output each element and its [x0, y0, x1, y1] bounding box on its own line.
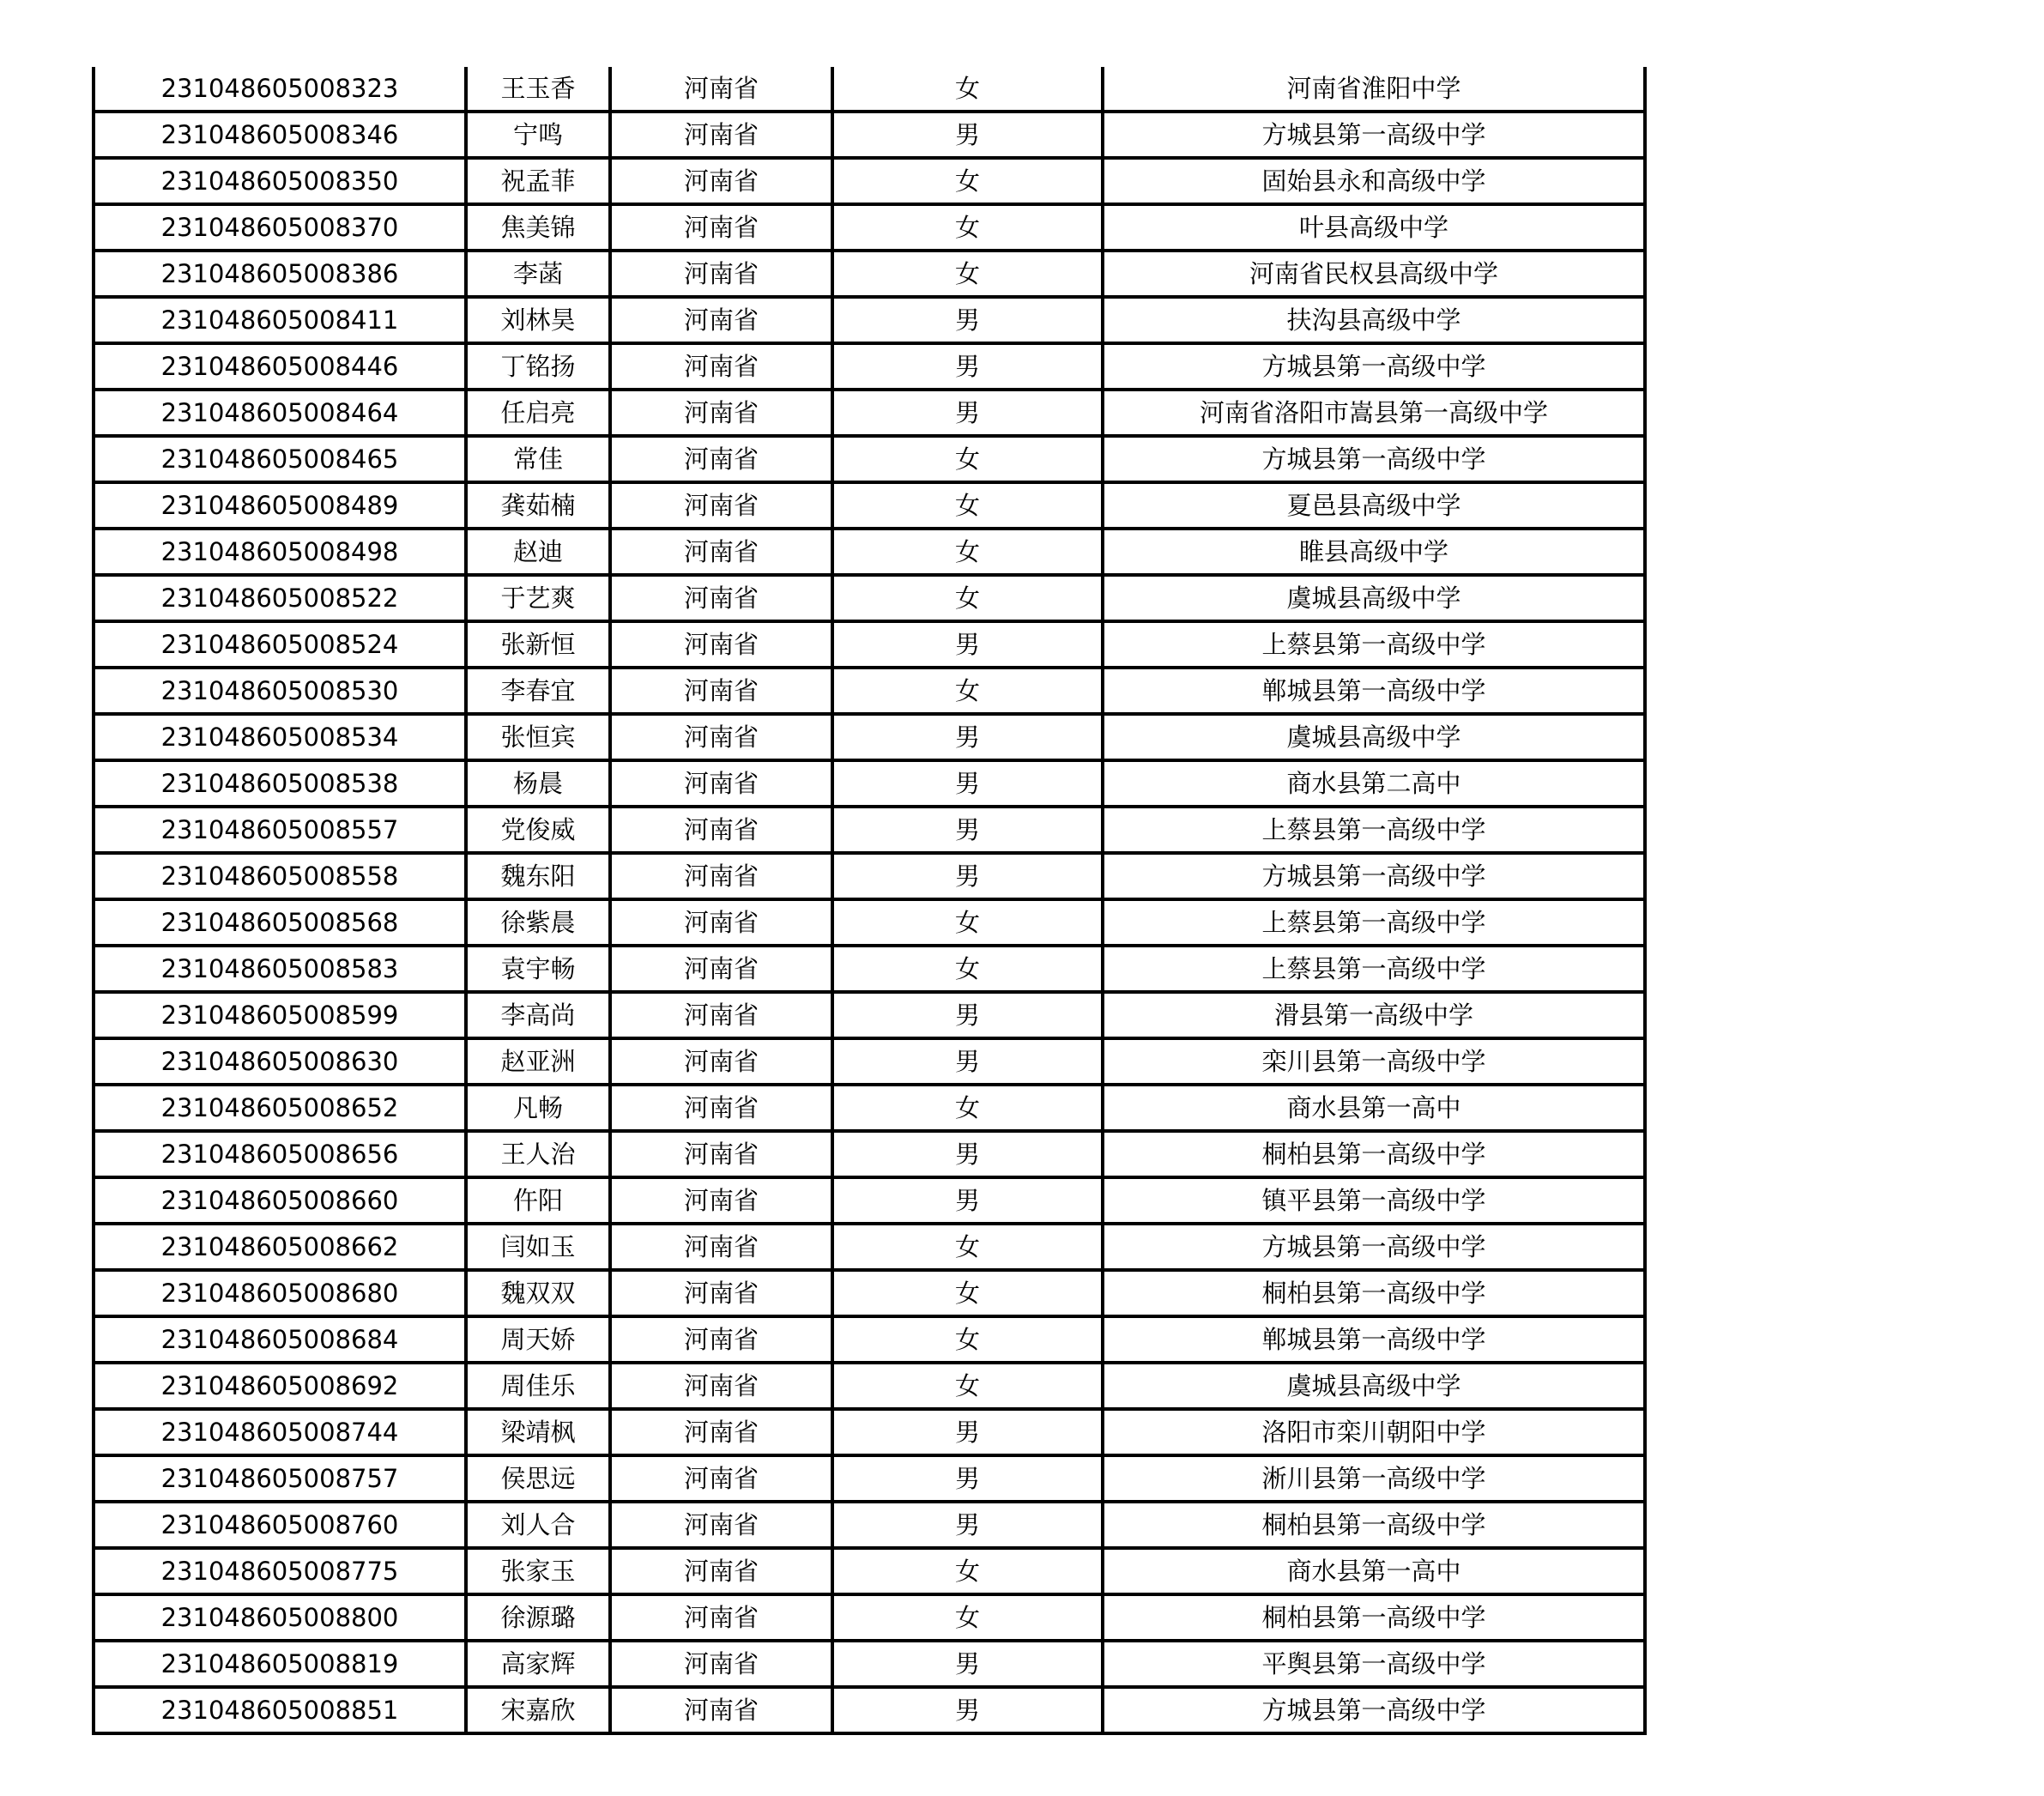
- province-cell: 河南省: [610, 112, 832, 158]
- exam-id-cell: 231048605008760: [94, 1502, 466, 1548]
- province-cell: 河南省: [610, 575, 832, 621]
- exam-id-cell: 231048605008446: [94, 343, 466, 390]
- school-cell: 睢县高级中学: [1103, 529, 1645, 575]
- student-name-cell: 袁宇畅: [466, 946, 610, 992]
- table-row: [94, 899, 1645, 946]
- school-cell: 滑县第一高级中学: [1103, 992, 1645, 1038]
- table-row: [94, 390, 1645, 436]
- student-name-cell: 仵阳: [466, 1177, 610, 1224]
- gender-cell: 男: [832, 1455, 1103, 1502]
- table-row: [94, 1131, 1645, 1177]
- gender-cell: 女: [832, 529, 1103, 575]
- exam-id-cell: 231048605008851: [94, 1687, 466, 1733]
- table-row: [94, 158, 1645, 204]
- school-cell: 虞城县高级中学: [1103, 1363, 1645, 1409]
- school-cell: 上蔡县第一高级中学: [1103, 621, 1645, 668]
- exam-id-cell: 231048605008558: [94, 853, 466, 899]
- gender-cell: 男: [832, 1177, 1103, 1224]
- school-cell: 夏邑县高级中学: [1103, 482, 1645, 529]
- school-cell: 商水县第一高中: [1103, 1548, 1645, 1594]
- student-name-cell: 焦美锦: [466, 204, 610, 251]
- gender-cell: 女: [832, 1085, 1103, 1131]
- student-name-cell: 李菡: [466, 251, 610, 297]
- school-cell: 扶沟县高级中学: [1103, 297, 1645, 343]
- gender-cell: 女: [832, 668, 1103, 714]
- school-cell: 郸城县第一高级中学: [1103, 1316, 1645, 1363]
- table-row: [94, 1548, 1645, 1594]
- student-roster-table: [92, 67, 1647, 1735]
- table-row: [94, 1455, 1645, 1502]
- gender-cell: 男: [832, 853, 1103, 899]
- table-row: [94, 621, 1645, 668]
- province-cell: 河南省: [610, 297, 832, 343]
- exam-id-cell: 231048605008538: [94, 760, 466, 807]
- table-row: [94, 67, 1645, 112]
- school-cell: 洛阳市栾川朝阳中学: [1103, 1409, 1645, 1455]
- province-cell: 河南省: [610, 343, 832, 390]
- table-row: [94, 1038, 1645, 1085]
- exam-id-cell: 231048605008411: [94, 297, 466, 343]
- gender-cell: 女: [832, 436, 1103, 482]
- province-cell: 河南省: [610, 1224, 832, 1270]
- province-cell: 河南省: [610, 1502, 832, 1548]
- province-cell: 河南省: [610, 1548, 832, 1594]
- school-cell: 桐柏县第一高级中学: [1103, 1131, 1645, 1177]
- student-name-cell: 宋嘉欣: [466, 1687, 610, 1733]
- student-name-cell: 常佳: [466, 436, 610, 482]
- table-row: [94, 1316, 1645, 1363]
- school-cell: 河南省淮阳中学: [1103, 67, 1645, 112]
- table-row: [94, 1224, 1645, 1270]
- student-name-cell: 魏东阳: [466, 853, 610, 899]
- exam-id-cell: 231048605008350: [94, 158, 466, 204]
- school-cell: 商水县第一高中: [1103, 1085, 1645, 1131]
- table-row: [94, 251, 1645, 297]
- exam-id-cell: 231048605008630: [94, 1038, 466, 1085]
- table-row: [94, 1270, 1645, 1316]
- exam-id-cell: 231048605008757: [94, 1455, 466, 1502]
- gender-cell: 男: [832, 297, 1103, 343]
- school-cell: 河南省民权县高级中学: [1103, 251, 1645, 297]
- table-row: [94, 992, 1645, 1038]
- student-name-cell: 王玉香: [466, 67, 610, 112]
- table-row: [94, 853, 1645, 899]
- gender-cell: 女: [832, 899, 1103, 946]
- gender-cell: 男: [832, 1687, 1103, 1733]
- student-name-cell: 龚茹楠: [466, 482, 610, 529]
- table-row: [94, 575, 1645, 621]
- province-cell: 河南省: [610, 1641, 832, 1687]
- student-name-cell: 周天娇: [466, 1316, 610, 1363]
- gender-cell: 女: [832, 946, 1103, 992]
- province-cell: 河南省: [610, 992, 832, 1038]
- gender-cell: 女: [832, 1363, 1103, 1409]
- exam-id-cell: 231048605008498: [94, 529, 466, 575]
- school-cell: 方城县第一高级中学: [1103, 436, 1645, 482]
- school-cell: 桐柏县第一高级中学: [1103, 1270, 1645, 1316]
- gender-cell: 女: [832, 251, 1103, 297]
- table-row: [94, 1409, 1645, 1455]
- student-name-cell: 宁鸣: [466, 112, 610, 158]
- province-cell: 河南省: [610, 1363, 832, 1409]
- student-name-cell: 闫如玉: [466, 1224, 610, 1270]
- school-cell: 方城县第一高级中学: [1103, 1687, 1645, 1733]
- gender-cell: 男: [832, 621, 1103, 668]
- student-name-cell: 张恒宾: [466, 714, 610, 760]
- gender-cell: 女: [832, 204, 1103, 251]
- province-cell: 河南省: [610, 668, 832, 714]
- exam-id-cell: 231048605008684: [94, 1316, 466, 1363]
- school-cell: 淅川县第一高级中学: [1103, 1455, 1645, 1502]
- province-cell: 河南省: [610, 1687, 832, 1733]
- table-row: [94, 343, 1645, 390]
- school-cell: 虞城县高级中学: [1103, 575, 1645, 621]
- exam-id-cell: 231048605008568: [94, 899, 466, 946]
- student-name-cell: 祝孟菲: [466, 158, 610, 204]
- province-cell: 河南省: [610, 1594, 832, 1641]
- student-name-cell: 徐紫晨: [466, 899, 610, 946]
- exam-id-cell: 231048605008522: [94, 575, 466, 621]
- school-cell: 商水县第二高中: [1103, 760, 1645, 807]
- gender-cell: 男: [832, 343, 1103, 390]
- gender-cell: 男: [832, 1641, 1103, 1687]
- table-row: [94, 112, 1645, 158]
- gender-cell: 女: [832, 158, 1103, 204]
- exam-id-cell: 231048605008524: [94, 621, 466, 668]
- student-name-cell: 高家辉: [466, 1641, 610, 1687]
- table-row: [94, 1177, 1645, 1224]
- gender-cell: 女: [832, 575, 1103, 621]
- gender-cell: 女: [832, 1316, 1103, 1363]
- exam-id-cell: 231048605008534: [94, 714, 466, 760]
- table-row: [94, 1687, 1645, 1733]
- province-cell: 河南省: [610, 760, 832, 807]
- exam-id-cell: 231048605008583: [94, 946, 466, 992]
- table-row: [94, 436, 1645, 482]
- gender-cell: 男: [832, 112, 1103, 158]
- province-cell: 河南省: [610, 1316, 832, 1363]
- table-row: [94, 204, 1645, 251]
- student-name-cell: 梁靖枫: [466, 1409, 610, 1455]
- province-cell: 河南省: [610, 1177, 832, 1224]
- table-row: [94, 1594, 1645, 1641]
- gender-cell: 女: [832, 1594, 1103, 1641]
- exam-id-cell: 231048605008323: [94, 67, 466, 112]
- student-name-cell: 徐源璐: [466, 1594, 610, 1641]
- school-cell: 方城县第一高级中学: [1103, 343, 1645, 390]
- student-name-cell: 魏双双: [466, 1270, 610, 1316]
- gender-cell: 男: [832, 1038, 1103, 1085]
- school-cell: 方城县第一高级中学: [1103, 853, 1645, 899]
- table-row: [94, 1363, 1645, 1409]
- table-row: [94, 482, 1645, 529]
- province-cell: 河南省: [610, 1409, 832, 1455]
- exam-id-cell: 231048605008386: [94, 251, 466, 297]
- school-cell: 平舆县第一高级中学: [1103, 1641, 1645, 1687]
- school-cell: 桐柏县第一高级中学: [1103, 1502, 1645, 1548]
- school-cell: 上蔡县第一高级中学: [1103, 899, 1645, 946]
- school-cell: 方城县第一高级中学: [1103, 112, 1645, 158]
- school-cell: 虞城县高级中学: [1103, 714, 1645, 760]
- student-name-cell: 刘林昊: [466, 297, 610, 343]
- exam-id-cell: 231048605008370: [94, 204, 466, 251]
- student-name-cell: 丁铭扬: [466, 343, 610, 390]
- exam-id-cell: 231048605008744: [94, 1409, 466, 1455]
- table-row: [94, 807, 1645, 853]
- province-cell: 河南省: [610, 1455, 832, 1502]
- province-cell: 河南省: [610, 204, 832, 251]
- school-cell: 上蔡县第一高级中学: [1103, 807, 1645, 853]
- school-cell: 固始县永和高级中学: [1103, 158, 1645, 204]
- exam-id-cell: 231048605008464: [94, 390, 466, 436]
- student-name-cell: 党俊威: [466, 807, 610, 853]
- gender-cell: 女: [832, 67, 1103, 112]
- student-name-cell: 王人治: [466, 1131, 610, 1177]
- gender-cell: 男: [832, 760, 1103, 807]
- exam-id-cell: 231048605008530: [94, 668, 466, 714]
- student-name-cell: 张新恒: [466, 621, 610, 668]
- gender-cell: 男: [832, 992, 1103, 1038]
- roster-sheet: [92, 67, 1643, 1735]
- province-cell: 河南省: [610, 1131, 832, 1177]
- province-cell: 河南省: [610, 621, 832, 668]
- student-name-cell: 于艺爽: [466, 575, 610, 621]
- gender-cell: 男: [832, 714, 1103, 760]
- gender-cell: 男: [832, 1409, 1103, 1455]
- exam-id-cell: 231048605008465: [94, 436, 466, 482]
- student-name-cell: 赵亚洲: [466, 1038, 610, 1085]
- school-cell: 镇平县第一高级中学: [1103, 1177, 1645, 1224]
- exam-id-cell: 231048605008660: [94, 1177, 466, 1224]
- student-name-cell: 任启亮: [466, 390, 610, 436]
- province-cell: 河南省: [610, 251, 832, 297]
- province-cell: 河南省: [610, 390, 832, 436]
- student-name-cell: 刘人合: [466, 1502, 610, 1548]
- province-cell: 河南省: [610, 1085, 832, 1131]
- exam-id-cell: 231048605008656: [94, 1131, 466, 1177]
- school-cell: 桐柏县第一高级中学: [1103, 1594, 1645, 1641]
- gender-cell: 男: [832, 807, 1103, 853]
- school-cell: 河南省洛阳市嵩县第一高级中学: [1103, 390, 1645, 436]
- exam-id-cell: 231048605008557: [94, 807, 466, 853]
- province-cell: 河南省: [610, 853, 832, 899]
- table-row: [94, 714, 1645, 760]
- exam-id-cell: 231048605008819: [94, 1641, 466, 1687]
- province-cell: 河南省: [610, 1038, 832, 1085]
- table-row: [94, 1641, 1645, 1687]
- gender-cell: 女: [832, 1548, 1103, 1594]
- student-name-cell: 凡畅: [466, 1085, 610, 1131]
- exam-id-cell: 231048605008599: [94, 992, 466, 1038]
- exam-id-cell: 231048605008346: [94, 112, 466, 158]
- student-name-cell: 张家玉: [466, 1548, 610, 1594]
- province-cell: 河南省: [610, 714, 832, 760]
- province-cell: 河南省: [610, 482, 832, 529]
- province-cell: 河南省: [610, 807, 832, 853]
- exam-id-cell: 231048605008775: [94, 1548, 466, 1594]
- province-cell: 河南省: [610, 1270, 832, 1316]
- exam-id-cell: 231048605008680: [94, 1270, 466, 1316]
- student-name-cell: 周佳乐: [466, 1363, 610, 1409]
- exam-id-cell: 231048605008489: [94, 482, 466, 529]
- province-cell: 河南省: [610, 946, 832, 992]
- province-cell: 河南省: [610, 899, 832, 946]
- gender-cell: 女: [832, 482, 1103, 529]
- school-cell: 叶县高级中学: [1103, 204, 1645, 251]
- gender-cell: 女: [832, 1270, 1103, 1316]
- school-cell: 郸城县第一高级中学: [1103, 668, 1645, 714]
- gender-cell: 男: [832, 390, 1103, 436]
- school-cell: 栾川县第一高级中学: [1103, 1038, 1645, 1085]
- table-row: [94, 668, 1645, 714]
- school-cell: 上蔡县第一高级中学: [1103, 946, 1645, 992]
- gender-cell: 男: [832, 1502, 1103, 1548]
- province-cell: 河南省: [610, 436, 832, 482]
- province-cell: 河南省: [610, 67, 832, 112]
- table-row: [94, 1085, 1645, 1131]
- exam-id-cell: 231048605008800: [94, 1594, 466, 1641]
- student-name-cell: 赵迪: [466, 529, 610, 575]
- student-name-cell: 侯思远: [466, 1455, 610, 1502]
- gender-cell: 男: [832, 1131, 1103, 1177]
- exam-id-cell: 231048605008652: [94, 1085, 466, 1131]
- table-row: [94, 529, 1645, 575]
- student-name-cell: 李春宜: [466, 668, 610, 714]
- school-cell: 方城县第一高级中学: [1103, 1224, 1645, 1270]
- table-row: [94, 946, 1645, 992]
- student-name-cell: 李高尚: [466, 992, 610, 1038]
- table-row: [94, 760, 1645, 807]
- gender-cell: 女: [832, 1224, 1103, 1270]
- table-row: [94, 1502, 1645, 1548]
- exam-id-cell: 231048605008692: [94, 1363, 466, 1409]
- student-name-cell: 杨晨: [466, 760, 610, 807]
- roster-body: [94, 67, 1645, 1733]
- table-row: [94, 297, 1645, 343]
- province-cell: 河南省: [610, 529, 832, 575]
- exam-id-cell: 231048605008662: [94, 1224, 466, 1270]
- province-cell: 河南省: [610, 158, 832, 204]
